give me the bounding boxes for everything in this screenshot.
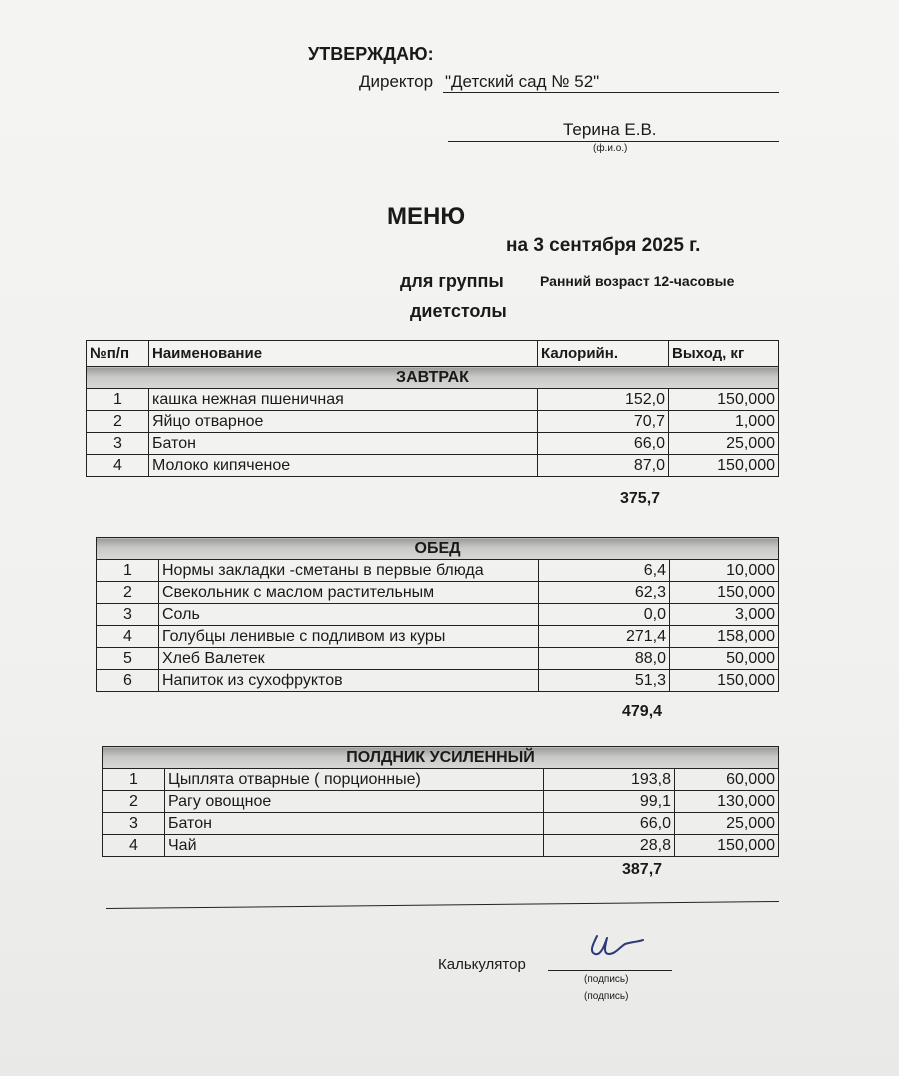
header-output: Выход, кг bbox=[669, 341, 779, 367]
row-calories: 6,4 bbox=[539, 560, 670, 582]
table-row bbox=[103, 835, 779, 857]
group-name: Ранний возраст 12-часовые bbox=[540, 273, 735, 289]
section-row bbox=[103, 747, 779, 769]
row-num: 1 bbox=[97, 560, 159, 582]
row-output: 150,000 bbox=[670, 670, 779, 692]
row-num: 1 bbox=[103, 769, 165, 791]
table-row bbox=[103, 769, 779, 791]
section-title-lunch: ОБЕД bbox=[97, 538, 779, 560]
table-row bbox=[103, 791, 779, 813]
row-output: 130,000 bbox=[675, 791, 779, 813]
table-row bbox=[97, 604, 779, 626]
table-row bbox=[97, 670, 779, 692]
handwritten-signature-icon bbox=[585, 930, 655, 970]
row-num: 5 bbox=[97, 648, 159, 670]
signature-caption-1: (подпись) bbox=[584, 974, 629, 985]
row-name: Голубцы ленивые с подливом из куры bbox=[159, 626, 539, 648]
row-num: 3 bbox=[97, 604, 159, 626]
table-row bbox=[87, 433, 779, 455]
row-calories: 271,4 bbox=[539, 626, 670, 648]
table-row bbox=[87, 389, 779, 411]
row-calories: 28,8 bbox=[544, 835, 675, 857]
director-underline bbox=[443, 92, 779, 93]
group-label: для группы bbox=[400, 271, 504, 291]
row-num: 4 bbox=[97, 626, 159, 648]
signature-underline bbox=[548, 970, 672, 971]
table-row bbox=[87, 411, 779, 433]
row-calories: 70,7 bbox=[538, 411, 669, 433]
row-output: 10,000 bbox=[670, 560, 779, 582]
snack-total: 387,7 bbox=[622, 861, 663, 878]
row-name: Нормы закладки -сметаны в первые блюда bbox=[159, 560, 539, 582]
row-calories: 51,3 bbox=[539, 670, 670, 692]
row-calories: 0,0 bbox=[539, 604, 670, 626]
row-calories: 193,8 bbox=[544, 769, 675, 791]
calculator-label: Калькулятор bbox=[438, 956, 526, 973]
breakfast-table bbox=[86, 340, 779, 477]
row-output: 1,000 bbox=[669, 411, 779, 433]
row-name: Молоко кипяченое bbox=[149, 455, 538, 477]
table-row bbox=[97, 582, 779, 604]
section-row bbox=[87, 367, 779, 389]
director-org: "Детский сад № 52" bbox=[445, 72, 600, 91]
row-output: 150,000 bbox=[669, 389, 779, 411]
name-underline bbox=[448, 141, 779, 142]
row-num: 4 bbox=[87, 455, 149, 477]
row-num: 1 bbox=[87, 389, 149, 411]
row-name: Рагу овощное bbox=[165, 791, 544, 813]
table-row bbox=[87, 455, 779, 477]
row-output: 60,000 bbox=[675, 769, 779, 791]
row-name: Яйцо отварное bbox=[149, 411, 538, 433]
row-name: Батон bbox=[149, 433, 538, 455]
section-title-snack: ПОЛДНИК УСИЛЕННЫЙ bbox=[103, 747, 779, 769]
header-calories: Калорийн. bbox=[538, 341, 669, 367]
row-num: 2 bbox=[103, 791, 165, 813]
menu-title: МЕНЮ bbox=[387, 203, 466, 230]
row-calories: 99,1 bbox=[544, 791, 675, 813]
row-num: 2 bbox=[97, 582, 159, 604]
row-calories: 152,0 bbox=[538, 389, 669, 411]
lunch-total: 479,4 bbox=[622, 703, 663, 720]
table-row bbox=[97, 626, 779, 648]
bottom-rule bbox=[106, 901, 779, 909]
snack-table bbox=[102, 746, 779, 857]
header-num: №п/п bbox=[87, 341, 149, 367]
breakfast-total: 375,7 bbox=[620, 490, 661, 507]
director-name: Терина Е.В. bbox=[563, 120, 657, 139]
row-calories: 66,0 bbox=[538, 433, 669, 455]
section-title-breakfast: ЗАВТРАК bbox=[87, 367, 779, 389]
row-name: Напиток из сухофруктов bbox=[159, 670, 539, 692]
row-calories: 87,0 bbox=[538, 455, 669, 477]
fio-caption: (ф.и.о.) bbox=[593, 143, 628, 154]
row-output: 150,000 bbox=[675, 835, 779, 857]
row-output: 25,000 bbox=[669, 433, 779, 455]
row-output: 158,000 bbox=[670, 626, 779, 648]
lunch-table bbox=[96, 537, 779, 692]
table-row bbox=[97, 648, 779, 670]
row-output: 150,000 bbox=[670, 582, 779, 604]
row-calories: 62,3 bbox=[539, 582, 670, 604]
header-name: Наименование bbox=[149, 341, 538, 367]
row-calories: 66,0 bbox=[544, 813, 675, 835]
row-name: Хлеб Валетек bbox=[159, 648, 539, 670]
row-output: 3,000 bbox=[670, 604, 779, 626]
row-num: 2 bbox=[87, 411, 149, 433]
row-name: кашка нежная пшеничная bbox=[149, 389, 538, 411]
row-output: 150,000 bbox=[669, 455, 779, 477]
table-row bbox=[103, 813, 779, 835]
row-name: Соль bbox=[159, 604, 539, 626]
row-name: Батон bbox=[165, 813, 544, 835]
row-name: Свекольник с маслом растительным bbox=[159, 582, 539, 604]
signature-caption-2: (подпись) bbox=[584, 991, 629, 1002]
row-name: Цыплята отварные ( порционные) bbox=[165, 769, 544, 791]
approve-heading: УТВЕРЖДАЮ: bbox=[308, 44, 434, 64]
row-name: Чай bbox=[165, 835, 544, 857]
row-num: 3 bbox=[103, 813, 165, 835]
row-num: 6 bbox=[97, 670, 159, 692]
row-output: 50,000 bbox=[670, 648, 779, 670]
row-calories: 88,0 bbox=[539, 648, 670, 670]
section-row bbox=[97, 538, 779, 560]
row-num: 3 bbox=[87, 433, 149, 455]
row-output: 25,000 bbox=[675, 813, 779, 835]
director-label: Директор bbox=[359, 72, 434, 91]
table-header-row bbox=[87, 341, 779, 367]
table-row bbox=[97, 560, 779, 582]
diet-label: диетстолы bbox=[410, 301, 507, 321]
row-num: 4 bbox=[103, 835, 165, 857]
menu-date: на 3 сентября 2025 г. bbox=[506, 235, 701, 256]
